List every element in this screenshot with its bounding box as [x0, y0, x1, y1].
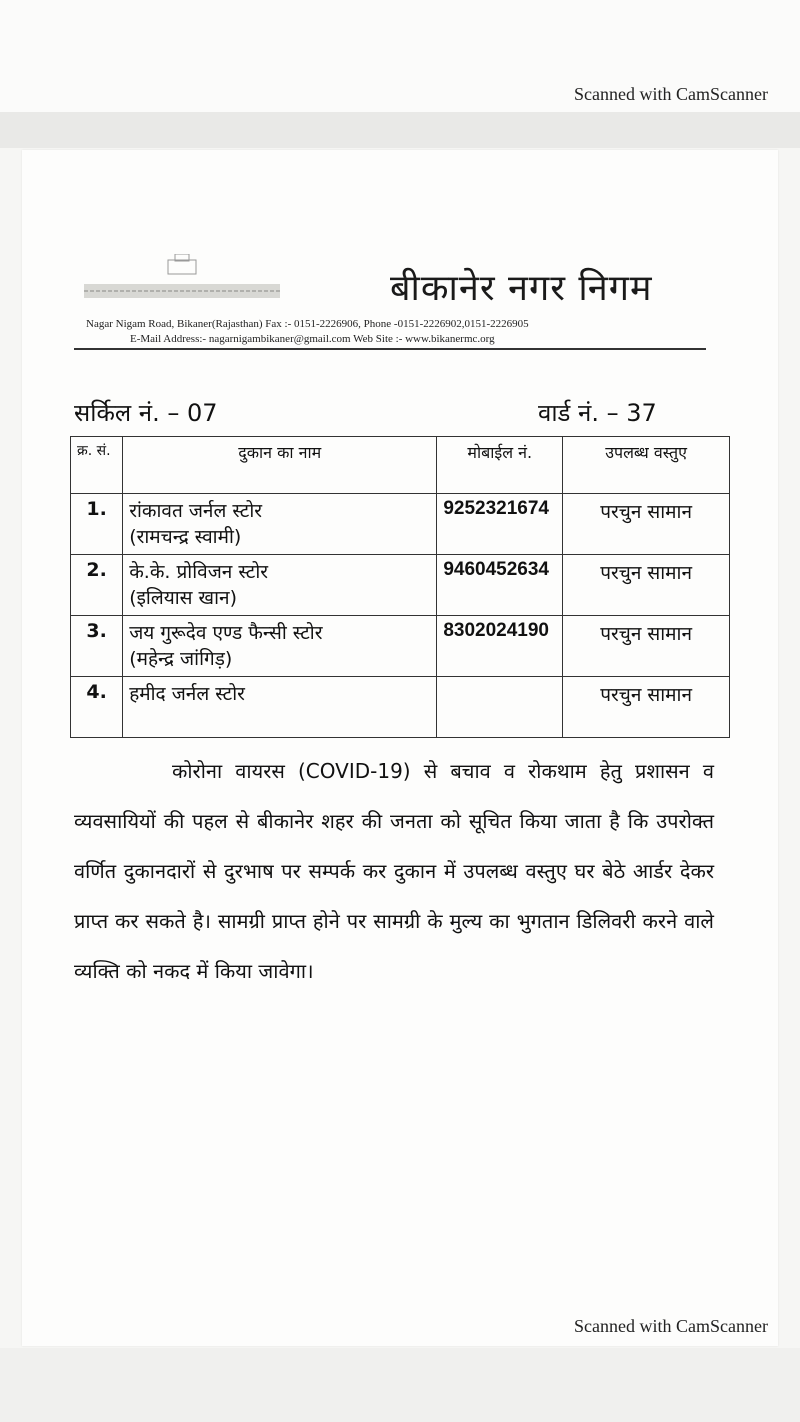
row-items: परचुन सामान — [563, 555, 730, 616]
row-sn: 2. — [71, 555, 123, 616]
row-shop-name-cell — [123, 555, 437, 616]
shop-table — [70, 436, 730, 738]
row-shop-name-cell — [123, 494, 437, 555]
owner-name: (महेन्द्र जांगिड़) — [129, 648, 233, 670]
shop-name: जय गुरूदेव एण्ड फैन्सी स्टोर — [129, 622, 323, 644]
owner-name: (इलियास खान) — [129, 587, 237, 609]
row-sn: 4. — [71, 677, 123, 738]
shop-name: के.के. प्रोविजन स्टोर — [129, 561, 269, 583]
row-mobile: 8302024190 — [437, 616, 563, 677]
camscanner-watermark-bottom: Scanned with CamScanner — [574, 1316, 768, 1336]
header-sn: क्र. सं. — [71, 437, 123, 494]
scan-bottom-band — [0, 1348, 800, 1422]
row-items: परचुन सामान — [563, 494, 730, 555]
camscanner-watermark-top: Scanned with CamScanner — [574, 84, 768, 104]
row-shop-name-cell — [123, 677, 437, 738]
row-mobile: 9460452634 — [437, 555, 563, 616]
municipal-logo-icon — [82, 254, 282, 304]
letterhead-divider — [74, 348, 706, 350]
table-row — [71, 677, 730, 738]
address-line: Nagar Nigam Road, Bikaner(Rajasthan) Fax :- 0151-2226906, Phone -0151-2226902,0151-2226905 — [86, 318, 529, 330]
table-row — [71, 494, 730, 555]
table-row — [71, 616, 730, 677]
row-shop-name-cell — [123, 616, 437, 677]
header-mobile: मोबाईल नं. — [437, 437, 563, 494]
table-header-row — [71, 437, 730, 494]
org-name: बीकानेर नगर निगम — [390, 268, 653, 309]
row-mobile — [437, 677, 563, 738]
email-line: E-Mail Address:- nagarnigambikaner@gmail.com Web Site :- www.bikanermc.org — [130, 333, 495, 345]
table-row — [71, 555, 730, 616]
document-sheet — [22, 150, 778, 1346]
owner-name: (रामचन्द्र स्वामी) — [129, 526, 242, 548]
circle-number: सर्किल नं. – 07 — [74, 399, 218, 427]
shop-name: रांकावत जर्नल स्टोर — [129, 500, 263, 522]
page-gap — [0, 112, 800, 148]
row-mobile: 9252321674 — [437, 494, 563, 555]
ward-number: वार्ड नं. – 37 — [538, 399, 657, 427]
row-sn: 1. — [71, 494, 123, 555]
notice-paragraph: कोरोना वायरस (COVID-19) से बचाव व रोकथाम हेतु प्रशासन व व्यवसायियों की पहल से बीकानेर शहर की जनता को सूचित किया जाता है कि उपरोक्त वर्णित दुकानदारों से दुरभाष पर सम्पर्क कर दुकान में उपलब्ध वस्तुए घर बेठे आर्डर देकर प्राप्त कर सकते है। सामग्री प्राप्त होने पर सामग्री के मुल्य का भुगतान डिलिवरी करने वाले व्यक्ति को नकद में किया जावेगा। — [74, 759, 714, 983]
header-shop-name: दुकान का नाम — [123, 437, 437, 494]
row-items: परचुन सामान — [563, 616, 730, 677]
row-items: परचुन सामान — [563, 677, 730, 738]
header-items: उपलब्ध वस्तुए — [563, 437, 730, 494]
row-sn: 3. — [71, 616, 123, 677]
shop-name: हमीद जर्नल स्टोर — [129, 683, 245, 705]
